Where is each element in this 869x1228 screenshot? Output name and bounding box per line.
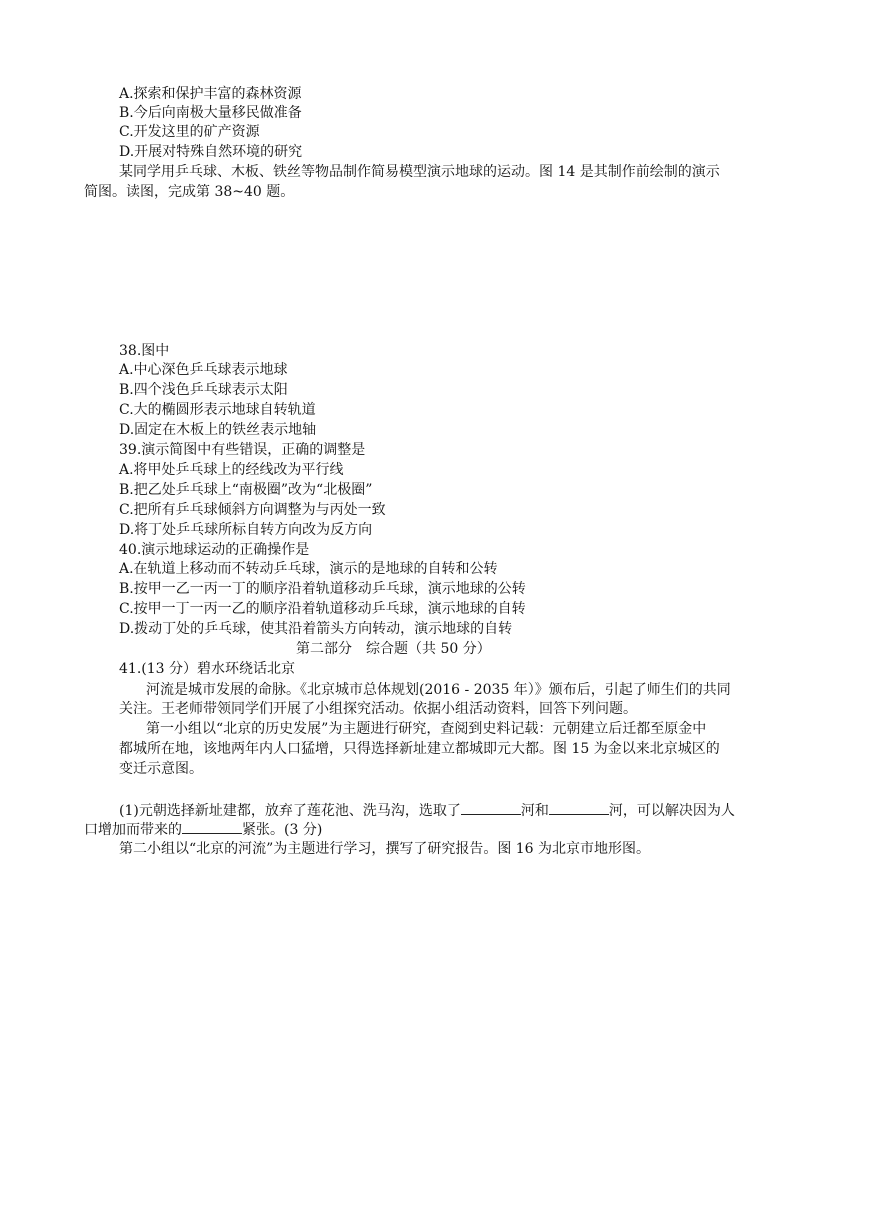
figure-14-placeholder: [84, 205, 784, 335]
part2-heading: 第二部分 综合题（共 50 分）: [296, 641, 491, 657]
q39-option-d: D.将丁处乒乓球所标自转方向改为反方向: [119, 522, 373, 538]
q40-option-d: D.拨动丁处的乒乓球，使其沿着箭头方向转动，演示地球的自转: [119, 621, 513, 637]
answer-blank-river-2[interactable]: [549, 800, 609, 815]
q40-option-b: B.按甲一乙一丙一丁的顺序沿着轨道移动乒乓球，演示地球的公转: [119, 581, 526, 597]
q37-option-b: B.今后向南极大量移民做准备: [119, 105, 302, 121]
q38-option-b: B.四个浅色乒乓球表示太阳: [119, 382, 288, 398]
intro-line-1: 某同学用乒乓球、木板、铁丝等物品制作简易模型演示地球的运动。图 14 是其制作前绘制的演示: [119, 164, 720, 180]
answer-blank-river-1[interactable]: [461, 800, 521, 815]
q41-sub1-line2: [84, 819, 322, 840]
q40-stem: 40.演示地球运动的正确操作是: [119, 542, 310, 558]
sub1-text-c: 河，可以解决因为人: [608, 803, 735, 819]
q41-para1-line1: 河流是城市发展的命脉。《北京城市总体规划(2016 - 2035 年）》颁布后，引起了师生们的共同: [146, 682, 731, 698]
sub1-text-e: 紧张。(3 分): [242, 822, 323, 838]
q37-option-c: C.开发这里的矿产资源: [119, 124, 260, 140]
q40-option-a: A.在轨道上移动而不转动乒乓球，演示的是地球的自转和公转: [119, 561, 498, 577]
q41-sub1-line1: [119, 800, 735, 821]
q38-option-d: D.固定在木板上的铁丝表示地轴: [119, 422, 317, 438]
q37-option-d: D.开展对特殊自然环境的研究: [119, 144, 303, 160]
q37-option-a: A.探索和保护丰富的森林资源: [119, 86, 302, 102]
answer-blank-shortage[interactable]: [182, 819, 242, 834]
q41-para3: 第二小组以“北京的河流”为主题进行学习，撰写了研究报告。图 16 为北京市地形图。: [119, 841, 651, 857]
q39-option-b: B.把乙处乒乓球上“南极圈”改为“北极圈”: [119, 482, 373, 498]
q39-stem: 39.演示简图中有些错误，正确的调整是: [119, 442, 366, 458]
sub1-text-d: 口增加而带来的: [84, 822, 182, 838]
q41-para2-line2: 都城所在地，该地两年内人口猛增，只得选择新址建立都城即元大都。图 15 为金以来北京城区的: [119, 741, 720, 757]
q41-para2-line3: 变迁示意图。: [119, 761, 203, 777]
q41-para2-line1: 第一小组以“北京的历史发展”为主题进行研究，查阅到史料记载：元朝建立后迁都至原金中: [146, 721, 707, 737]
sub1-text-a: (1)元朝选择新址建都，放弃了莲花池、洗马沟，选取了: [119, 803, 461, 819]
q38-option-c: C.大的椭圆形表示地球自转轨道: [119, 402, 316, 418]
intro-line-2: 简图。读图，完成第 38~40 题。: [84, 184, 295, 200]
q38-stem: 38.图中: [119, 343, 170, 359]
q41-para1-line2: 关注。王老师带领同学们开展了小组探究活动。依据小组活动资料，回答下列问题。: [119, 701, 637, 717]
q39-option-a: A.将甲处乒乓球上的经线改为平行线: [119, 462, 344, 478]
q39-option-c: C.把所有乒乓球倾斜方向调整为与丙处一致: [119, 502, 386, 518]
q40-option-c: C.按甲一丁一丙一乙的顺序沿着轨道移动乒乓球，演示地球的自转: [119, 601, 526, 617]
q41-title: 41.(13 分）碧水环绕话北京: [119, 661, 295, 677]
q38-option-a: A.中心深色乒乓球表示地球: [119, 362, 288, 378]
sub1-text-b: 河和: [520, 803, 549, 819]
